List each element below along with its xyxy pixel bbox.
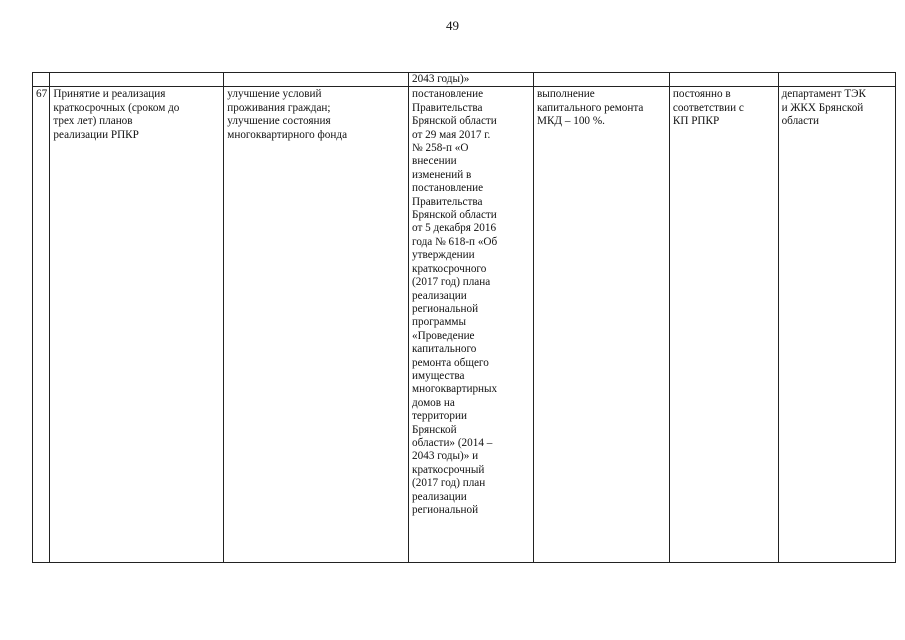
continuation-indicator-cell <box>534 73 670 87</box>
continuation-term-cell <box>669 73 778 87</box>
row-indicator-cell <box>534 87 670 563</box>
continuation-result-cell <box>224 73 409 87</box>
table-row <box>33 87 896 563</box>
row-name-cell <box>50 87 224 563</box>
continuation-name-cell <box>50 73 224 87</box>
row-document-cell <box>409 87 534 563</box>
row-term-cell <box>669 87 778 563</box>
continuation-num-cell <box>33 73 50 87</box>
program-table <box>32 72 896 563</box>
execution-term: постоянно в соответствии с КП РПКР <box>672 88 744 128</box>
expected-result: улучшение условий проживания граждан; улучшение состояния многоквартирного фонда <box>227 88 348 141</box>
legal-document: постановление Правительства Брянской области от 29 мая 2017 г. № 258-п «О внесении изменений в постановление Правительства Брянской области от 5 декабря 2016 года № 618-п «Об утверждении краткосрочного (2017 год) плана реализации региональной программы «Проведение капитального ремонта общего имущества многоквартирных домов на территории Брянской области» (2014 – 2043 годы)» и краткосрочный (2017 год) план реализации региональной <box>412 88 498 516</box>
continuation-document-text: 2043 годы)» <box>412 73 470 85</box>
target-indicator: выполнение капитального ремонта МКД – 100 %. <box>537 88 644 128</box>
row-number: 67 <box>36 88 48 101</box>
measure-name: Принятие и реализация краткосрочных (сроком до трех лет) планов реализации РПКР <box>53 88 180 141</box>
row-executor-cell <box>778 87 895 563</box>
continuation-row <box>33 73 896 87</box>
row-num-cell <box>33 87 50 563</box>
responsible-executor: департамент ТЭК и ЖКХ Брянской области <box>781 88 867 128</box>
continuation-executor-cell <box>778 73 895 87</box>
continuation-document-cell <box>409 73 534 87</box>
row-result-cell <box>224 87 409 563</box>
page-number: 49 <box>446 18 459 33</box>
